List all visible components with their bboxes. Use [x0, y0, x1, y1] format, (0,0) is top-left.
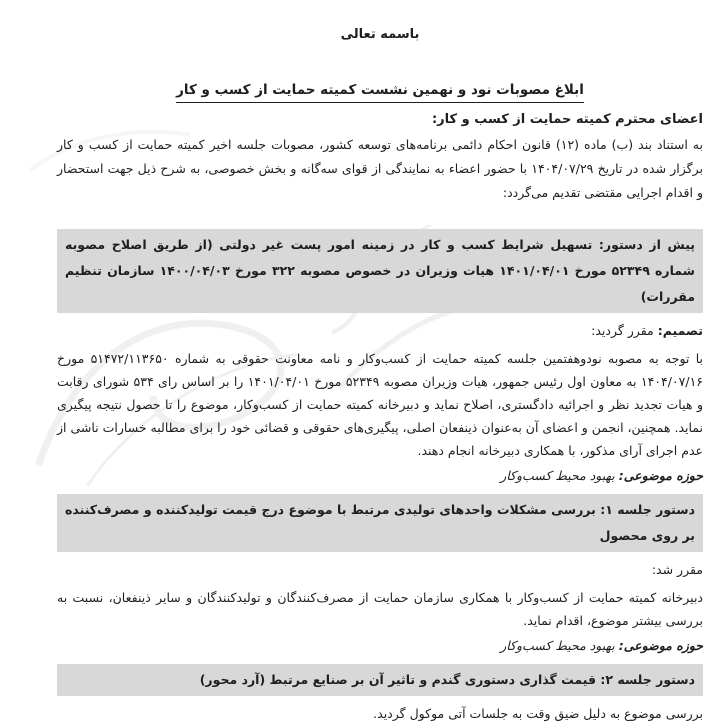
document-title-text: ابلاغ مصوبات نود و نهمین نشست کمیته حمایت از کسب و کار: [176, 82, 584, 103]
document-title: [57, 82, 703, 98]
decision-intro: مقرر گردید:: [591, 323, 654, 338]
domain-label-2: حوزه موضوعی:: [618, 638, 703, 653]
decision-label: تصمیم:: [657, 323, 703, 338]
section-heading-pre-agenda: پیش از دستور: تسهیل شرایط کسب و کار در زمینه امور پست غیر دولتی (از طریق اصلاح مصوبه شماره ۵۲۳۴۹ مورخ ۱۴۰۱/۰۴/۰۱ هیات وزیران در خصوص مصوبه ۳۲۲ مورخ ۱۴۰۰/۰۴/۰۳ سازمان تنظیم مقررات): [57, 229, 703, 313]
domain-line-2: [57, 636, 703, 656]
salutation-line: اعضای محترم کمیته حمایت از کسب و کار:: [431, 112, 703, 127]
domain-label-1: حوزه موضوعی:: [618, 468, 703, 483]
domain-value-2: بهبود محیط کسب‌وکار: [500, 638, 615, 653]
intro-paragraph: به استناد بند (ب) ماده (۱۲) قانون احکام دائمی برنامه‌های توسعه کشور، مصوبات جلسه اخیر کمیته حمایت از کسب و کار برگزار شده در تاریخ ۱۴۰۴/۰۷/۲۹ با حضور اعضاء به نمایندگی از قوای سه‌گانه و بخش خصوصی، به شرح ذیل جهت استحضار و اقدام اجرایی مقتضی تقدیم می‌گردد:: [57, 137, 703, 200]
decision-line-1: [57, 321, 703, 341]
decision-line-2: مقرر شد:: [651, 562, 703, 577]
decision-body-1: با توجه به مصوبه نودوهفتمین جلسه کمیته حمایت از کسب‌وکار و نامه معاونت حقوقی به شماره ۵۱۴۷۲/۱۱۳۶۵۰ مورخ ۱۴۰۴/۰۷/۱۶ به معاون اول رئیس جمهور، هیات وزیران مصوبه ۵۲۳۴۹ مورخ ۱۴۰۱/۰۴/۰۱ را بر اساس رای ۵۳۴ شورای رقابت و هیات تجدید نظر و اجرائیه دادگستری، اصلاح نماید و دبیرخانه کمیته حمایت از کسب‌وکار، موضوع را تا حصول نتیجه پیگیری نماید. همچنین، انجمن و اعضای آن به‌عنوان ذینفعان اصلی، پیگیری‌های حقوقی و قضائی خود را برای مطالبه خسارات ناشی از عدم اجرای آرای مذکور، با همکاری دبیرخانه انجام دهند.: [56, 351, 704, 458]
domain-line-1: [57, 466, 703, 486]
section-heading-agenda-1: دستور جلسه ۱: بررسی مشکلات واحدهای تولیدی مرتبط با موضوع درج قیمت تولیدکننده و مصرف‌کننده بر روی محصول: [57, 494, 703, 552]
official-letter: [57, 0, 703, 724]
section-heading-agenda-2: دستور جلسه ۲: قیمت گذاری دستوری گندم و تاثیر آن بر صنایع مرتبط (آرد محور): [57, 664, 703, 696]
agenda-2-result: بررسی موضوع به دلیل ضیق وقت به جلسات آتی موکول گردید.: [373, 706, 703, 721]
domain-value-1: بهبود محیط کسب‌وکار: [500, 468, 615, 483]
decision-body-2: دبیرخانه کمیته حمایت از کسب‌وکار با همکاری سازمان حمایت از مصرف‌کنندگان و تولیدکنندگان و سایر ذینفعان، نسبت به بررسی بیشتر موضوع، اقدام نماید.: [57, 590, 703, 628]
basmala-heading: باسمه تعالی: [340, 27, 420, 42]
